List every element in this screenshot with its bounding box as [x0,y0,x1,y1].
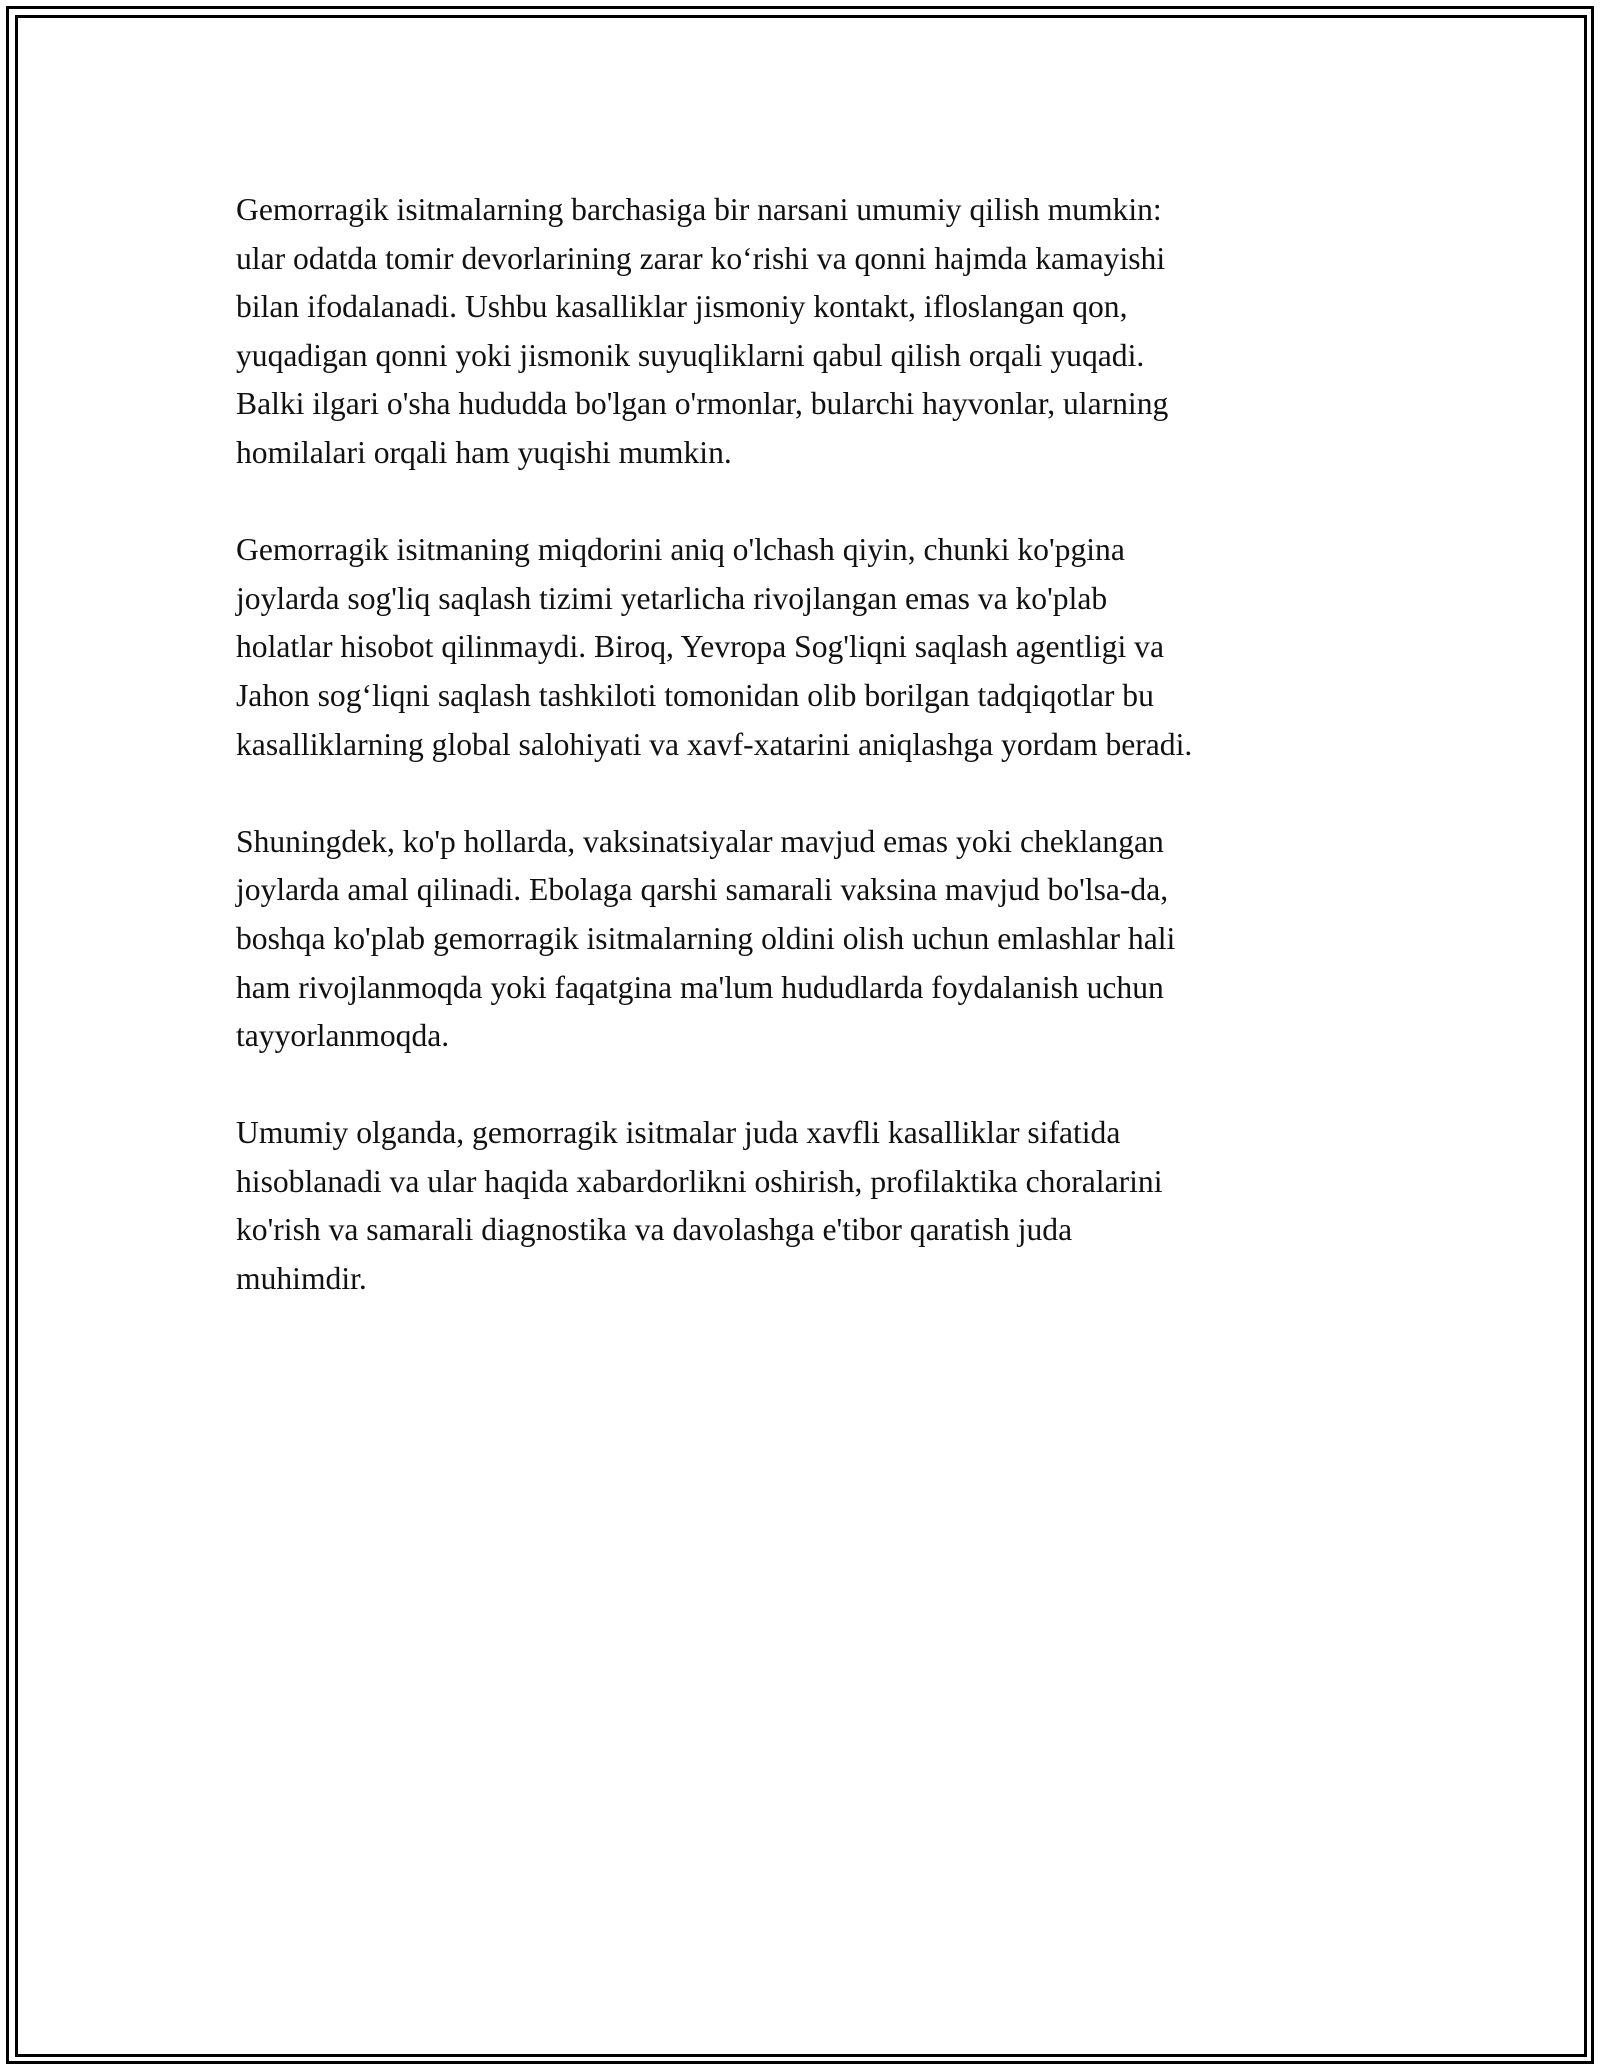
text-line: joylarda sog'liq saqlash tizimi yetarlicha rivojlangan emas va ko'plab [236,580,1108,616]
text-line: holatlar hisobot qilinmaydi. Biroq, Yevropa Sog'liqni saqlash agentligi va [236,629,1164,665]
text-line: bilan ifodalanadi. Ushbu kasalliklar jismoniy kontakt, ifloslangan qon, [236,289,1128,325]
text-line: ham rivojlanmoqda yoki faqatgina ma'lum hududlarda foydalanish uchun [236,969,1164,1005]
paragraph-1 [236,186,1366,478]
text-line: ko'rish va samarali diagnostika va davolashga e'tibor qaratish juda [236,1212,1073,1248]
paragraph-4 [236,1109,1366,1303]
text-line: tayyorlanmoqda. [236,1018,450,1054]
text-line: joylarda amal qilinadi. Ebolaga qarshi samarali vaksina mavjud bo'lsa-da, [236,872,1169,908]
paragraph-3 [236,818,1366,1061]
document-body [236,186,1366,1352]
text-line: Umumiy olganda, gemorragik isitmalar juda xavfli kasalliklar sifatida [236,1115,1121,1151]
text-line: yuqadigan qonni yoki jismonik suyuqliklarni qabul qilish orqali yuqadi. [236,337,1145,373]
text-line: Shuningdek, ko'p hollarda, vaksinatsiyalar mavjud emas yoki cheklangan [236,823,1164,859]
text-line: Balki ilgari o'sha hududda bo'lgan o'rmonlar, bularchi hayvonlar, ularning [236,386,1169,422]
text-line: Gemorragik isitmaning miqdorini aniq o'lchash qiyin, chunki ko'pgina [236,532,1125,568]
text-line: boshqa ko'plab gemorragik isitmalarning oldini olish uchun emlashlar hali [236,920,1176,956]
text-line: homilalari orqali ham yuqishi mumkin. [236,434,732,470]
text-line: Gemorragik isitmalarning barchasiga bir narsani umumiy qilish mumkin: [236,192,1162,227]
paragraph-2 [236,526,1366,769]
text-line: kasalliklarning global salohiyati va xavf-xatarini aniqlashga yordam beradi. [236,726,1193,762]
text-line: ular odatda tomir devorlarining zarar ko‘rishi va qonni hajmda kamayishi [236,240,1166,276]
text-line: hisoblanadi va ular haqida xabardorlikni oshirish, profilaktika choralarini [236,1163,1163,1199]
text-line: muhimdir. [236,1261,367,1297]
text-line: Jahon sog‘liqni saqlash tashkiloti tomonidan olib borilgan tadqiqotlar bu [236,677,1154,713]
